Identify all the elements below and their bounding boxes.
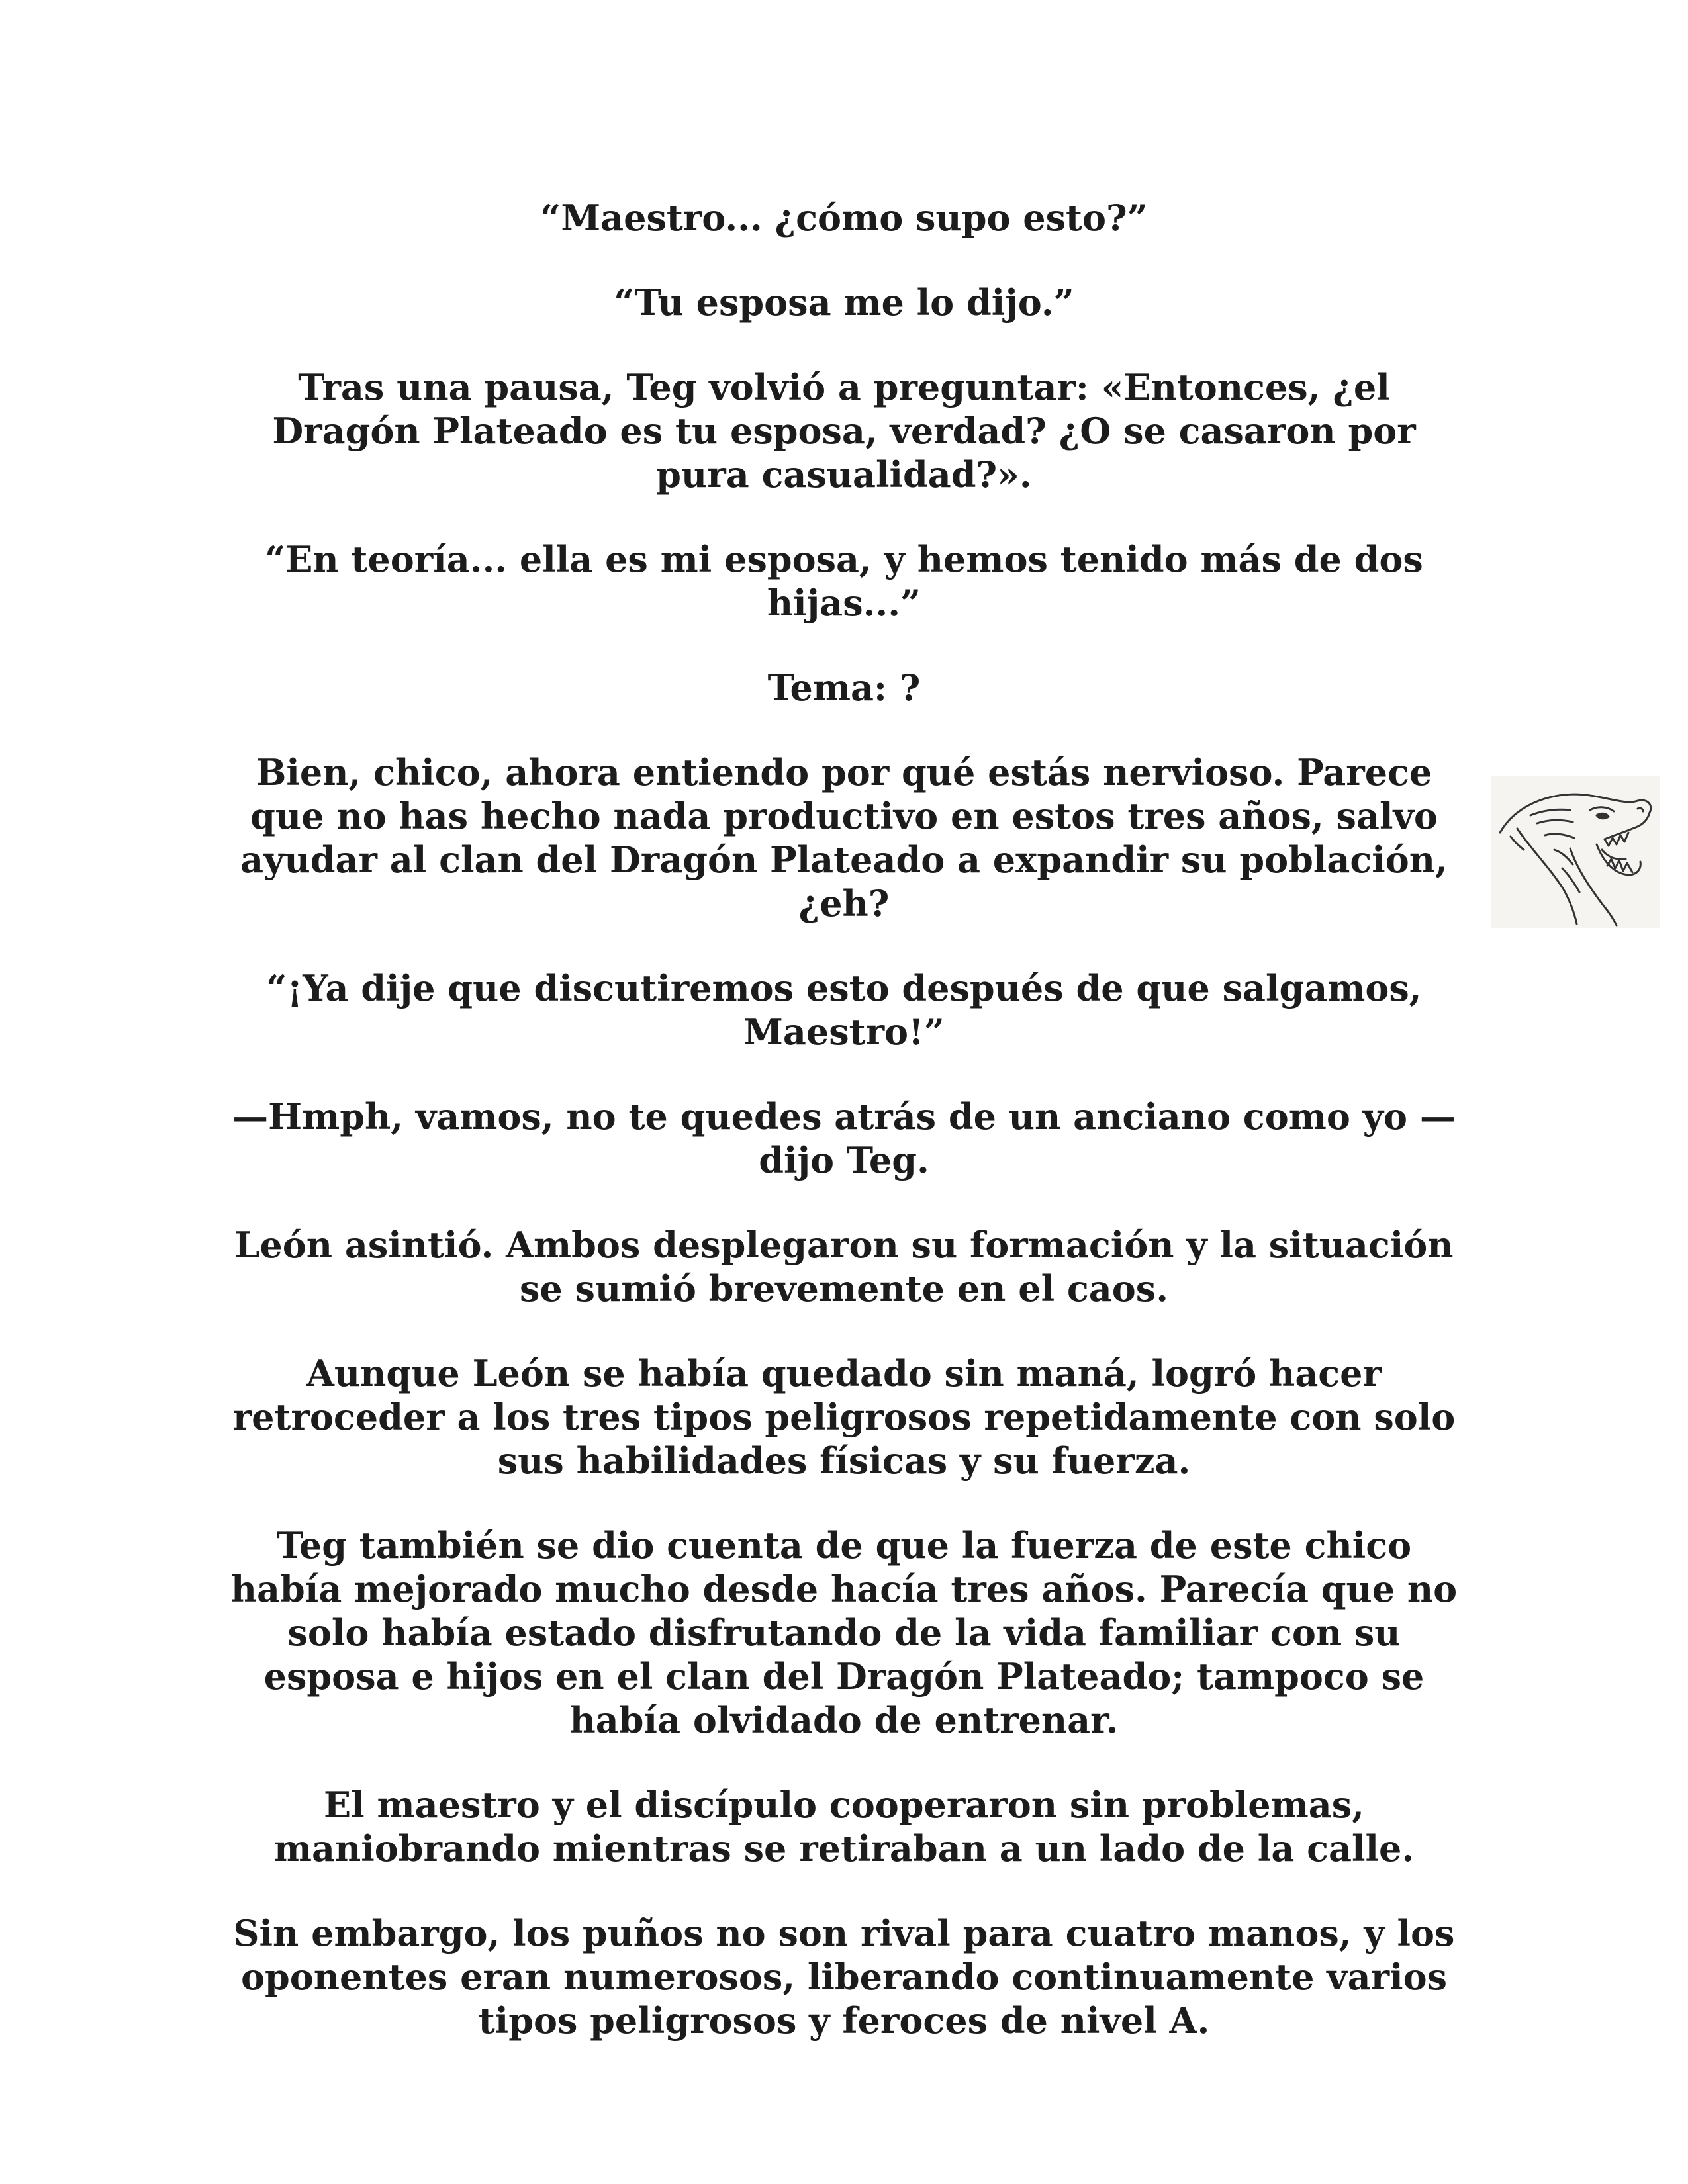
- paragraph: —Hmph, vamos, no te quedes atrás de un anciano como yo —dijo Teg.: [232, 1095, 1456, 1181]
- paragraph: “En teoría... ella es mi esposa, y hemos tenido más de dos hijas...”: [265, 538, 1423, 624]
- paragraph: Bien, chico, ahora entiendo por qué estás nervioso. Parece que no has hecho nada productivo en estos tres años, salvo ayudar al clan del Dragón Plateado a expandir su población, ¿eh?: [240, 751, 1448, 925]
- story-text: [225, 196, 1463, 2083]
- paragraph: Tema: ?: [767, 666, 921, 709]
- paragraph: “Tu esposa me lo dijo.”: [614, 281, 1074, 324]
- paragraph: Aunque León se había quedado sin maná, logró hacer retroceder a los tres tipos peligrosos repetidamente con solo sus habilidades físicas y su fuerza.: [232, 1352, 1456, 1482]
- paragraph: “¡Ya dije que discutiremos esto después de que salgamos, Maestro!”: [266, 967, 1422, 1053]
- paragraph: Teg también se dio cuenta de que la fuerza de este chico había mejorado mucho desde hacía tres años. Parecía que no solo había estado disfrutando de la vida familiar con su esposa e hijos en el clan del Dragón Plateado; tampoco se había olvidado de entrenar.: [230, 1524, 1458, 1741]
- paragraph: “Maestro... ¿cómo supo esto?”: [540, 197, 1148, 239]
- paragraph: Sin embargo, los puños no son rival para cuatro manos, y los oponentes eran numerosos, liberando continuamente varios tipos peligrosos y feroces de nivel A.: [233, 1912, 1455, 2042]
- paragraph: El maestro y el discípulo cooperaron sin problemas, maniobrando mientras se retiraban a un lado de la calle.: [273, 1784, 1415, 1870]
- paragraph: Tras una pausa, Teg volvió a preguntar: «Entonces, ¿el Dragón Plateado es tu esposa, verdad? ¿O se casaron por pura casualidad?».: [272, 366, 1416, 496]
- paragraph: León asintió. Ambos desplegaron su formación y la situación se sumió brevemente en el caos.: [234, 1224, 1454, 1310]
- dinosaur-head-sketch-icon: [1491, 776, 1660, 928]
